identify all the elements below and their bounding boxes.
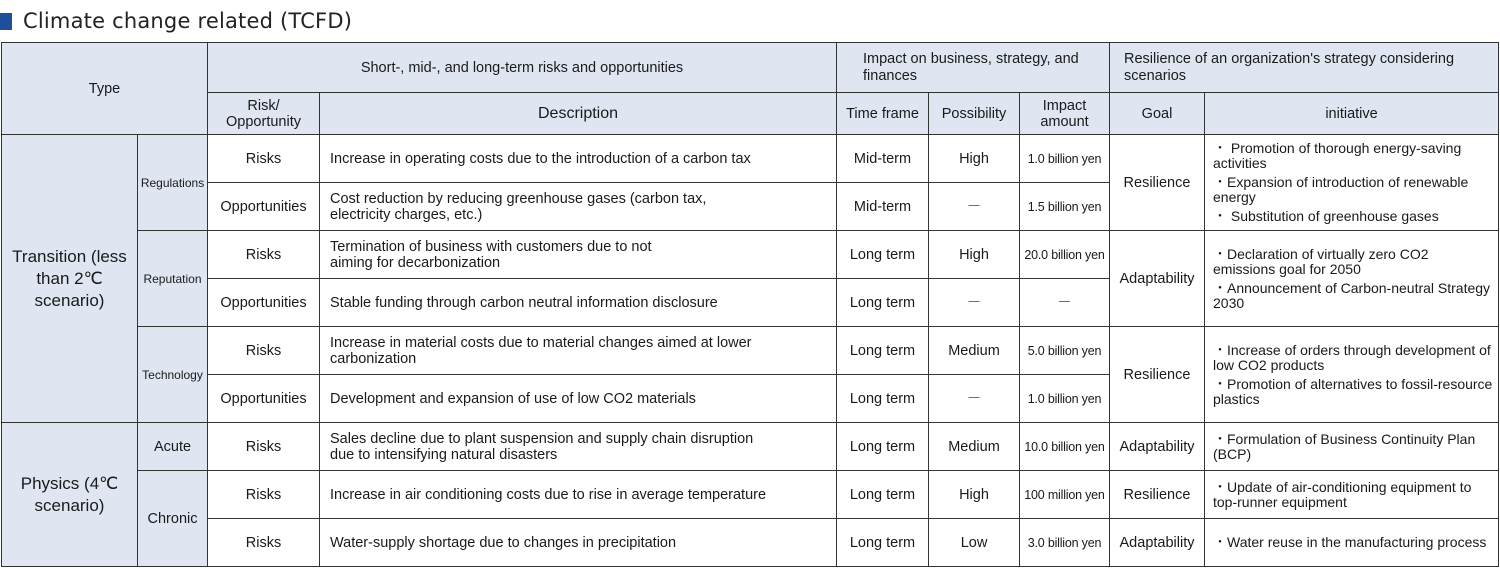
cell-time-frame: Mid-term <box>837 183 929 231</box>
group-transition: Transition (less than 2℃ scenario) <box>2 135 138 423</box>
cell-impact-amount: 5.0 billion yen <box>1020 327 1110 375</box>
cell-description: Cost reduction by reducing greenhouse gases (carbon tax, electricity charges, etc.) <box>320 183 837 231</box>
goal-chronic-2: Adaptability <box>1110 519 1205 567</box>
cell-impact-amount: 1.5 billion yen <box>1020 183 1110 231</box>
section-title <box>0 6 352 36</box>
cell-time-frame: Long term <box>837 375 929 423</box>
cell-impact-amount: 10.0 billion yen <box>1020 423 1110 471</box>
cell-risk-opportunity: Risks <box>208 519 320 567</box>
cell-description: Termination of business with customers due to not aiming for decarbonization <box>320 231 837 279</box>
initiative-acute <box>1205 423 1499 471</box>
initiative-item: ・Water reuse in the manufacturing process <box>1213 534 1487 550</box>
tcfd-table <box>1 42 1499 567</box>
header-impact: Impact on business, strategy, and finances <box>837 43 1110 93</box>
goal-regulations: Resilience <box>1110 135 1205 231</box>
header-initiative: initiative <box>1205 93 1499 135</box>
cell-possibility: Low <box>929 519 1020 567</box>
initiative-chronic-1 <box>1205 471 1499 519</box>
cell-risk-opportunity: Risks <box>208 423 320 471</box>
goal-technology: Resilience <box>1110 327 1205 423</box>
initiative-item: ・Update of air-conditioning equipment to top-runner equipment <box>1213 478 1472 510</box>
goal-chronic-1: Resilience <box>1110 471 1205 519</box>
cell-impact-amount: 100 million yen <box>1020 471 1110 519</box>
cell-description: Stable funding through carbon neutral information disclosure <box>320 279 837 327</box>
subcategory-regulations: Regulations <box>138 135 208 231</box>
header-impact-amount: Impact amount <box>1020 93 1110 135</box>
initiative-item: ・ Promotion of thorough energy-saving activities <box>1213 140 1462 171</box>
cell-time-frame: Mid-term <box>837 135 929 183</box>
header-type: Type <box>2 43 208 135</box>
initiative-item: ・Promotion of alternatives to fossil-resource plastics <box>1213 375 1493 407</box>
header-risks-opportunities: Short-, mid-, and long-term risks and opportunities <box>208 43 837 93</box>
group-physics: Physics (4℃ scenario) <box>2 423 138 567</box>
cell-impact-amount: 1.0 billion yen <box>1020 375 1110 423</box>
cell-risk-opportunity: Risks <box>208 231 320 279</box>
cell-description: Sales decline due to plant suspension and supply chain disruption due to intensifying natural disasters <box>320 423 837 471</box>
header-resilience: Resilience of an organization's strategy considering scenarios <box>1110 43 1499 93</box>
cell-time-frame: Long term <box>837 471 929 519</box>
cell-time-frame: Long term <box>837 231 929 279</box>
cell-impact-amount: 20.0 billion yen <box>1020 231 1110 279</box>
header-description: Description <box>320 93 837 135</box>
cell-possibility: － <box>929 375 1020 423</box>
cell-description: Increase in material costs due to material changes aimed at lower carbonization <box>320 327 837 375</box>
initiative-item: ・Increase of orders through development of low CO2 products <box>1213 341 1491 373</box>
cell-description: Increase in air conditioning costs due to rise in average temperature <box>320 471 837 519</box>
cell-possibility: High <box>929 231 1020 279</box>
initiative-item: ・Formulation of Business Continuity Plan (BCP) <box>1213 430 1476 462</box>
cell-impact-amount: 3.0 billion yen <box>1020 519 1110 567</box>
cell-risk-opportunity: Opportunities <box>208 183 320 231</box>
cell-risk-opportunity: Risks <box>208 327 320 375</box>
page-title: Climate change related (TCFD) <box>23 9 353 33</box>
cell-risk-opportunity: Opportunities <box>208 375 320 423</box>
cell-risk-opportunity: Risks <box>208 135 320 183</box>
initiative-chronic-2 <box>1205 519 1499 567</box>
goal-reputation: Adaptability <box>1110 231 1205 327</box>
subcategory-technology: Technology <box>138 327 208 423</box>
cell-possibility: Medium <box>929 423 1020 471</box>
initiative-technology <box>1205 327 1499 423</box>
cell-time-frame: Long term <box>837 519 929 567</box>
cell-possibility: High <box>929 471 1020 519</box>
cell-impact-amount: － <box>1020 279 1110 327</box>
goal-acute: Adaptability <box>1110 423 1205 471</box>
initiative-regulations <box>1205 135 1499 231</box>
cell-description: Water-supply shortage due to changes in precipitation <box>320 519 837 567</box>
cell-risk-opportunity: Opportunities <box>208 279 320 327</box>
title-marker <box>0 13 12 30</box>
cell-impact-amount: 1.0 billion yen <box>1020 135 1110 183</box>
cell-possibility: － <box>929 279 1020 327</box>
subcategory-chronic: Chronic <box>138 471 208 567</box>
initiative-item: ・ Substitution of greenhouse gases <box>1213 208 1439 224</box>
cell-description: Increase in operating costs due to the introduction of a carbon tax <box>320 135 837 183</box>
initiative-item: ・Declaration of virtually zero CO2 emissions goal for 2050 <box>1213 245 1429 277</box>
header-possibility: Possibility <box>929 93 1020 135</box>
header-time-frame: Time frame <box>837 93 929 135</box>
initiative-item: ・Expansion of introduction of renewable energy <box>1213 174 1469 205</box>
initiative-item: ・Announcement of Carbon-neutral Strategy 2030 <box>1213 279 1491 311</box>
header-risk-opportunity: Risk/ Opportunity <box>208 93 320 135</box>
subcategory-acute: Acute <box>138 423 208 471</box>
initiative-reputation <box>1205 231 1499 327</box>
cell-description: Development and expansion of use of low CO2 materials <box>320 375 837 423</box>
cell-time-frame: Long term <box>837 327 929 375</box>
header-goal: Goal <box>1110 93 1205 135</box>
cell-possibility: High <box>929 135 1020 183</box>
cell-time-frame: Long term <box>837 279 929 327</box>
subcategory-reputation: Reputation <box>138 231 208 327</box>
cell-time-frame: Long term <box>837 423 929 471</box>
cell-possibility: － <box>929 183 1020 231</box>
cell-possibility: Medium <box>929 327 1020 375</box>
cell-risk-opportunity: Risks <box>208 471 320 519</box>
